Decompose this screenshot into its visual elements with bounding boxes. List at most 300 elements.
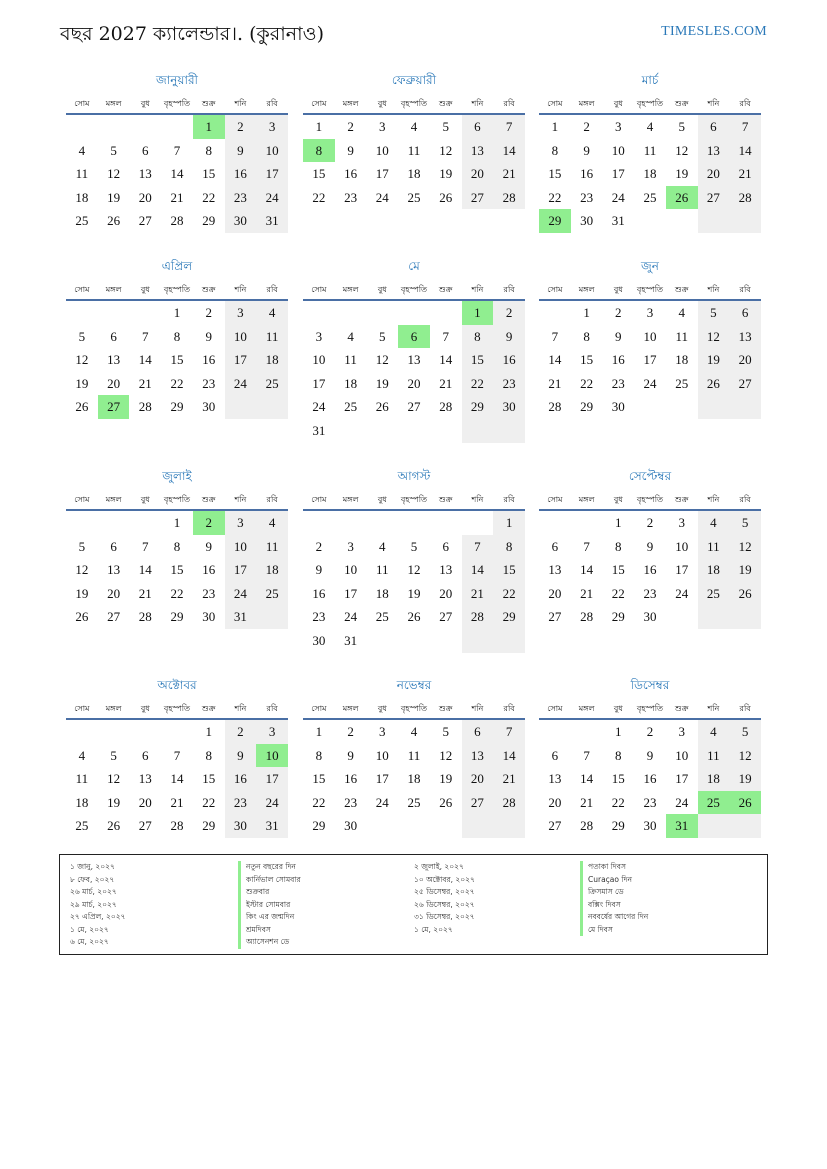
day-cell[interactable]: 26 — [375, 399, 389, 415]
day-cell[interactable]: 17 — [256, 162, 288, 186]
day-cell[interactable]: 17 — [611, 166, 625, 182]
day-cell[interactable]: 16 — [611, 352, 625, 368]
day-cell[interactable]: 6 — [442, 538, 449, 554]
day-cell[interactable]: 12 — [729, 744, 761, 768]
day-cell[interactable]: 13 — [729, 325, 761, 349]
day-cell[interactable]: 12 — [375, 352, 389, 368]
day-cell[interactable]: 7 — [729, 115, 761, 139]
day-cell[interactable]: 21 — [170, 794, 184, 810]
day-cell[interactable]: 5 — [78, 328, 86, 344]
day-cell[interactable]: 7 — [442, 328, 449, 344]
day-cell[interactable]: 1 — [583, 305, 590, 320]
day-cell[interactable]: 22 — [170, 375, 184, 391]
day-cell[interactable]: 12 — [439, 142, 453, 158]
day-cell[interactable]: 29 — [462, 395, 494, 419]
day-cell[interactable]: 27 — [439, 609, 453, 625]
day-cell[interactable]: 18 — [698, 767, 730, 791]
day-cell[interactable]: 29 — [493, 605, 525, 629]
day-cell[interactable]: 16 — [643, 771, 657, 787]
day-cell[interactable]: 3 — [225, 511, 257, 535]
day-cell[interactable]: 20 — [548, 585, 562, 601]
day-cell[interactable]: 8 — [551, 142, 559, 158]
day-cell[interactable]: 6 — [551, 747, 559, 763]
day-cell[interactable]: 2 — [646, 724, 654, 739]
day-cell[interactable]: 13 — [548, 562, 562, 578]
day-cell[interactable]: 9 — [493, 325, 525, 349]
day-cell[interactable]: 27 — [462, 791, 494, 815]
day-cell[interactable]: 23 — [344, 189, 358, 205]
day-cell[interactable]: 30 — [202, 399, 216, 415]
day-cell[interactable]: 1 — [315, 119, 323, 134]
day-cell[interactable]: 17 — [375, 771, 389, 787]
day-cell[interactable]: 11 — [376, 562, 389, 578]
day-cell[interactable]: 16 — [312, 585, 326, 601]
day-cell[interactable]: 27 — [407, 399, 421, 415]
day-cell[interactable]: 24 — [375, 189, 389, 205]
day-cell[interactable]: 13 — [138, 166, 152, 182]
day-cell[interactable]: 20 — [138, 794, 152, 810]
day-cell[interactable]: 1 — [615, 515, 622, 530]
day-cell[interactable]: 2 — [347, 724, 354, 739]
day-cell[interactable]: 5 — [78, 538, 86, 554]
day-cell[interactable]: 7 — [493, 720, 525, 744]
day-cell[interactable]: 9 — [347, 747, 354, 763]
day-cell[interactable]: 4 — [78, 142, 86, 158]
day-cell[interactable]: 14 — [170, 771, 184, 787]
day-cell[interactable]: 12 — [439, 747, 453, 763]
day-cell[interactable]: 26 — [75, 609, 89, 625]
day-cell[interactable]: 10 — [675, 538, 689, 554]
day-cell[interactable]: 24 — [225, 582, 257, 606]
day-cell[interactable]: 29 — [611, 818, 625, 834]
day-cell[interactable]: 19 — [439, 771, 453, 787]
day-cell[interactable]: 21 — [439, 375, 453, 391]
day-cell[interactable]: 18 — [675, 352, 689, 368]
day-cell[interactable]: 23 — [643, 585, 657, 601]
day-cell[interactable]: 12 — [729, 535, 761, 559]
day-cell[interactable]: 24 — [344, 609, 358, 625]
day-cell[interactable]: 18 — [375, 585, 389, 601]
day-cell[interactable]: 9 — [225, 139, 257, 163]
day-cell[interactable]: 29 — [312, 818, 326, 834]
day-cell[interactable]: 15 — [611, 771, 625, 787]
day-cell[interactable]: 17 — [312, 375, 326, 391]
day-cell[interactable]: 15 — [580, 352, 594, 368]
day-cell[interactable]: 4 — [678, 305, 685, 320]
day-cell[interactable]: 12 — [698, 325, 730, 349]
day-cell[interactable]: 23 — [225, 791, 257, 815]
day-cell[interactable]: 13 — [407, 352, 421, 368]
day-cell[interactable]: 14 — [729, 139, 761, 163]
day-cell[interactable]: 5 — [379, 328, 386, 344]
day-cell[interactable]: 9 — [646, 538, 654, 554]
day-cell[interactable]: 7 — [551, 328, 559, 344]
day-cell[interactable]: 7 — [462, 535, 494, 559]
day-cell[interactable]: 27 — [107, 609, 121, 625]
day-cell[interactable]: 14 — [580, 562, 594, 578]
day-cell[interactable]: 13 — [439, 562, 453, 578]
day-cell[interactable]: 20 — [407, 375, 421, 391]
day-cell[interactable]: 1 — [493, 511, 525, 535]
day-cell[interactable]: 8 — [315, 747, 323, 763]
day-cell[interactable]: 8 — [615, 538, 622, 554]
day-cell[interactable]: 20 — [439, 585, 453, 601]
day-cell[interactable]: 16 — [225, 162, 257, 186]
day-cell[interactable]: 8 — [173, 538, 181, 554]
day-cell[interactable]: 21 — [548, 375, 562, 391]
day-cell[interactable]: 28 — [548, 399, 562, 415]
day-cell[interactable]: 7 — [142, 328, 149, 344]
day-cell[interactable]: 29 — [170, 609, 184, 625]
day-cell[interactable]: 6 — [729, 301, 761, 325]
day-cell[interactable]: 2 — [225, 720, 257, 744]
day-cell[interactable]: 3 — [379, 724, 386, 739]
day-cell[interactable]: 29 — [611, 609, 625, 625]
day-cell[interactable]: 30 — [493, 395, 525, 419]
day-cell[interactable]: 17 — [675, 562, 689, 578]
day-cell[interactable]: 3 — [678, 515, 685, 530]
day-cell[interactable]: 28 — [138, 399, 152, 415]
day-cell[interactable]: 30 — [580, 213, 594, 229]
day-cell[interactable]: 30 — [225, 209, 257, 233]
day-cell[interactable]: 12 — [75, 562, 89, 578]
day-cell[interactable]: 2 — [493, 301, 525, 325]
day-cell[interactable]: 14 — [462, 558, 494, 582]
day-cell[interactable]: 6 — [142, 142, 149, 158]
day-cell[interactable]: 23 — [344, 794, 358, 810]
day-cell[interactable]: 21 — [170, 189, 184, 205]
day-cell[interactable]: 10 — [375, 142, 389, 158]
day-cell[interactable]: 18 — [407, 166, 421, 182]
day-cell[interactable]: 28 — [462, 605, 494, 629]
day-cell[interactable]: 6 — [110, 538, 117, 554]
day-cell[interactable]: 3 — [646, 305, 654, 320]
day-cell[interactable]: 19 — [75, 375, 89, 391]
day-cell[interactable]: 13 — [107, 562, 121, 578]
day-cell[interactable]: 5 — [678, 119, 685, 134]
day-cell[interactable]: 23 — [202, 585, 216, 601]
day-cell[interactable]: 20 — [462, 767, 494, 791]
day-cell[interactable]: 23 — [643, 794, 657, 810]
day-cell[interactable]: 17 — [225, 348, 257, 372]
day-cell[interactable]: 24 — [312, 399, 326, 415]
day-cell[interactable]: 21 — [580, 585, 594, 601]
day-cell[interactable]: 15 — [548, 166, 562, 182]
day-cell[interactable]: 29 — [170, 399, 184, 415]
day-cell[interactable]: 27 — [729, 372, 761, 396]
day-cell[interactable]: 26 — [107, 213, 121, 229]
day-cell[interactable]: 9 — [646, 747, 654, 763]
day-cell[interactable]: 21 — [138, 585, 152, 601]
day-cell[interactable]: 27 — [698, 186, 730, 210]
day-cell[interactable]: 17 — [344, 585, 358, 601]
day-cell[interactable]: 21 — [493, 767, 525, 791]
day-cell[interactable]: 10 — [225, 325, 257, 349]
day-cell[interactable]: 3 — [315, 328, 323, 344]
day-cell[interactable]: 1 — [173, 305, 181, 320]
day-cell[interactable]: 11 — [698, 744, 730, 768]
day-cell[interactable]: 5 — [729, 511, 761, 535]
day-cell[interactable]: 4 — [698, 511, 730, 535]
day-cell[interactable]: 16 — [344, 771, 358, 787]
day-cell[interactable]: 6 — [398, 325, 430, 349]
day-cell[interactable]: 4 — [698, 720, 730, 744]
day-cell[interactable]: 15 — [611, 562, 625, 578]
day-cell[interactable]: 17 — [375, 166, 389, 182]
day-cell[interactable]: 20 — [107, 375, 121, 391]
day-cell[interactable]: 19 — [75, 585, 89, 601]
day-cell[interactable]: 12 — [407, 562, 421, 578]
day-cell[interactable]: 18 — [256, 558, 288, 582]
day-cell[interactable]: 16 — [643, 562, 657, 578]
day-cell[interactable]: 8 — [173, 328, 181, 344]
day-cell[interactable]: 1 — [551, 119, 559, 134]
day-cell[interactable]: 30 — [643, 609, 657, 625]
day-cell[interactable]: 22 — [202, 189, 216, 205]
day-cell[interactable]: 18 — [256, 348, 288, 372]
day-cell[interactable]: 23 — [312, 609, 326, 625]
day-cell[interactable]: 8 — [583, 328, 590, 344]
day-cell[interactable]: 28 — [170, 213, 184, 229]
day-cell[interactable]: 10 — [256, 744, 288, 768]
day-cell[interactable]: 28 — [580, 609, 594, 625]
day-cell[interactable]: 8 — [205, 142, 212, 158]
day-cell[interactable]: 27 — [138, 818, 152, 834]
day-cell[interactable]: 25 — [698, 791, 730, 815]
day-cell[interactable]: 10 — [225, 535, 257, 559]
day-cell[interactable]: 14 — [548, 352, 562, 368]
day-cell[interactable]: 7 — [583, 747, 590, 763]
day-cell[interactable]: 4 — [646, 119, 654, 134]
day-cell[interactable]: 18 — [75, 794, 89, 810]
day-cell[interactable]: 25 — [256, 582, 288, 606]
day-cell[interactable]: 5 — [698, 301, 730, 325]
day-cell[interactable]: 11 — [344, 352, 357, 368]
day-cell[interactable]: 18 — [643, 166, 657, 182]
day-cell[interactable]: 1 — [205, 724, 212, 739]
day-cell[interactable]: 9 — [205, 328, 212, 344]
day-cell[interactable]: 6 — [110, 328, 117, 344]
day-cell[interactable]: 30 — [611, 399, 625, 415]
day-cell[interactable]: 7 — [583, 538, 590, 554]
day-cell[interactable]: 22 — [462, 372, 494, 396]
day-cell[interactable]: 10 — [643, 328, 657, 344]
day-cell[interactable]: 9 — [583, 142, 590, 158]
day-cell[interactable]: 6 — [462, 115, 494, 139]
day-cell[interactable]: 5 — [110, 142, 117, 158]
day-cell[interactable]: 12 — [75, 352, 89, 368]
day-cell[interactable]: 23 — [580, 189, 594, 205]
day-cell[interactable]: 14 — [138, 562, 152, 578]
day-cell[interactable]: 15 — [312, 166, 326, 182]
day-cell[interactable]: 12 — [675, 142, 689, 158]
day-cell[interactable]: 30 — [344, 818, 358, 834]
day-cell[interactable]: 28 — [493, 791, 525, 815]
day-cell[interactable]: 27 — [548, 609, 562, 625]
day-cell[interactable]: 24 — [675, 794, 689, 810]
day-cell[interactable]: 5 — [442, 119, 449, 134]
day-cell[interactable]: 19 — [107, 794, 121, 810]
day-cell[interactable]: 20 — [138, 189, 152, 205]
day-cell[interactable]: 22 — [312, 189, 326, 205]
day-cell[interactable]: 31 — [666, 814, 698, 838]
day-cell[interactable]: 28 — [138, 609, 152, 625]
day-cell[interactable]: 13 — [698, 139, 730, 163]
day-cell[interactable]: 6 — [551, 538, 559, 554]
day-cell[interactable]: 2 — [225, 115, 257, 139]
day-cell[interactable]: 7 — [173, 142, 181, 158]
day-cell[interactable]: 11 — [698, 535, 730, 559]
day-cell[interactable]: 15 — [462, 348, 494, 372]
day-cell[interactable]: 26 — [729, 791, 761, 815]
day-cell[interactable]: 13 — [138, 771, 152, 787]
day-cell[interactable]: 22 — [202, 794, 216, 810]
day-cell[interactable]: 24 — [256, 186, 288, 210]
day-cell[interactable]: 5 — [729, 720, 761, 744]
day-cell[interactable]: 11 — [407, 142, 421, 158]
day-cell[interactable]: 31 — [344, 632, 358, 648]
day-cell[interactable]: 9 — [225, 744, 257, 768]
day-cell[interactable]: 21 — [493, 162, 525, 186]
day-cell[interactable]: 9 — [315, 562, 323, 578]
day-cell[interactable]: 3 — [225, 301, 257, 325]
day-cell[interactable]: 4 — [347, 328, 354, 344]
day-cell[interactable]: 20 — [462, 162, 494, 186]
day-cell[interactable]: 29 — [202, 818, 216, 834]
day-cell[interactable]: 24 — [256, 791, 288, 815]
day-cell[interactable]: 2 — [315, 538, 323, 554]
day-cell[interactable]: 25 — [675, 375, 689, 391]
day-cell[interactable]: 3 — [678, 724, 685, 739]
day-cell[interactable]: 12 — [107, 166, 121, 182]
day-cell[interactable]: 21 — [138, 375, 152, 391]
day-cell[interactable]: 3 — [615, 119, 622, 134]
day-cell[interactable]: 21 — [580, 794, 594, 810]
day-cell[interactable]: 2 — [646, 515, 654, 530]
day-cell[interactable]: 10 — [611, 142, 625, 158]
day-cell[interactable]: 23 — [202, 375, 216, 391]
day-cell[interactable]: 26 — [439, 189, 453, 205]
day-cell[interactable]: 20 — [698, 162, 730, 186]
day-cell[interactable]: 12 — [107, 771, 121, 787]
day-cell[interactable]: 25 — [407, 794, 421, 810]
day-cell[interactable]: 24 — [225, 372, 257, 396]
day-cell[interactable]: 2 — [193, 511, 225, 535]
day-cell[interactable]: 14 — [170, 166, 184, 182]
day-cell[interactable]: 19 — [107, 189, 121, 205]
day-cell[interactable]: 16 — [202, 562, 216, 578]
day-cell[interactable]: 29 — [580, 399, 594, 415]
day-cell[interactable]: 30 — [312, 632, 326, 648]
day-cell[interactable]: 19 — [375, 375, 389, 391]
day-cell[interactable]: 14 — [439, 352, 453, 368]
day-cell[interactable]: 11 — [675, 328, 688, 344]
day-cell[interactable]: 11 — [256, 325, 288, 349]
day-cell[interactable]: 5 — [110, 747, 117, 763]
day-cell[interactable]: 15 — [202, 771, 216, 787]
day-cell[interactable]: 25 — [407, 189, 421, 205]
day-cell[interactable]: 23 — [611, 375, 625, 391]
day-cell[interactable]: 8 — [615, 747, 622, 763]
day-cell[interactable]: 22 — [611, 585, 625, 601]
day-cell[interactable]: 31 — [611, 213, 625, 229]
day-cell[interactable]: 9 — [347, 142, 354, 158]
day-cell[interactable]: 25 — [344, 399, 358, 415]
day-cell[interactable]: 26 — [698, 372, 730, 396]
day-cell[interactable]: 27 — [548, 818, 562, 834]
day-cell[interactable]: 18 — [698, 558, 730, 582]
day-cell[interactable]: 27 — [462, 186, 494, 210]
day-cell[interactable]: 20 — [548, 794, 562, 810]
day-cell[interactable]: 19 — [675, 166, 689, 182]
day-cell[interactable]: 30 — [643, 818, 657, 834]
day-cell[interactable]: 5 — [410, 538, 418, 554]
day-cell[interactable]: 13 — [107, 352, 121, 368]
day-cell[interactable]: 1 — [315, 724, 323, 739]
day-cell[interactable]: 4 — [379, 538, 386, 554]
day-cell[interactable]: 20 — [729, 348, 761, 372]
day-cell[interactable]: 18 — [407, 771, 421, 787]
day-cell[interactable]: 23 — [493, 372, 525, 396]
day-cell[interactable]: 14 — [493, 139, 525, 163]
day-cell[interactable]: 11 — [407, 747, 421, 763]
day-cell[interactable]: 25 — [75, 213, 89, 229]
day-cell[interactable]: 14 — [493, 744, 525, 768]
day-cell[interactable]: 5 — [442, 724, 449, 739]
day-cell[interactable]: 29 — [202, 213, 216, 229]
day-cell[interactable]: 3 — [256, 115, 288, 139]
day-cell[interactable]: 16 — [225, 767, 257, 791]
day-cell[interactable]: 15 — [170, 352, 184, 368]
day-cell[interactable]: 16 — [344, 166, 358, 182]
day-cell[interactable]: 26 — [75, 399, 89, 415]
day-cell[interactable]: 17 — [643, 352, 657, 368]
day-cell[interactable]: 8 — [493, 535, 525, 559]
day-cell[interactable]: 13 — [462, 744, 494, 768]
day-cell[interactable]: 15 — [170, 562, 184, 578]
day-cell[interactable]: 21 — [462, 582, 494, 606]
day-cell[interactable]: 20 — [107, 585, 121, 601]
day-cell[interactable]: 28 — [170, 818, 184, 834]
day-cell[interactable]: 1 — [193, 115, 225, 139]
day-cell[interactable]: 25 — [75, 818, 89, 834]
day-cell[interactable]: 15 — [493, 558, 525, 582]
day-cell[interactable]: 15 — [312, 771, 326, 787]
day-cell[interactable]: 10 — [375, 747, 389, 763]
day-cell[interactable]: 18 — [344, 375, 358, 391]
day-cell[interactable]: 13 — [548, 771, 562, 787]
day-cell[interactable]: 30 — [202, 609, 216, 625]
day-cell[interactable]: 28 — [729, 186, 761, 210]
day-cell[interactable]: 17 — [225, 558, 257, 582]
day-cell[interactable]: 4 — [78, 747, 86, 763]
day-cell[interactable]: 28 — [493, 186, 525, 210]
day-cell[interactable]: 26 — [666, 186, 698, 210]
day-cell[interactable]: 22 — [548, 189, 562, 205]
day-cell[interactable]: 17 — [675, 771, 689, 787]
day-cell[interactable]: 26 — [407, 609, 421, 625]
day-cell[interactable]: 6 — [698, 115, 730, 139]
day-cell[interactable]: 19 — [729, 767, 761, 791]
day-cell[interactable]: 2 — [347, 119, 354, 134]
day-cell[interactable]: 4 — [410, 119, 418, 134]
day-cell[interactable]: 22 — [580, 375, 594, 391]
day-cell[interactable]: 1 — [615, 724, 622, 739]
day-cell[interactable]: 7 — [173, 747, 181, 763]
day-cell[interactable]: 8 — [462, 325, 494, 349]
day-cell[interactable]: 10 — [256, 139, 288, 163]
day-cell[interactable]: 16 — [202, 352, 216, 368]
